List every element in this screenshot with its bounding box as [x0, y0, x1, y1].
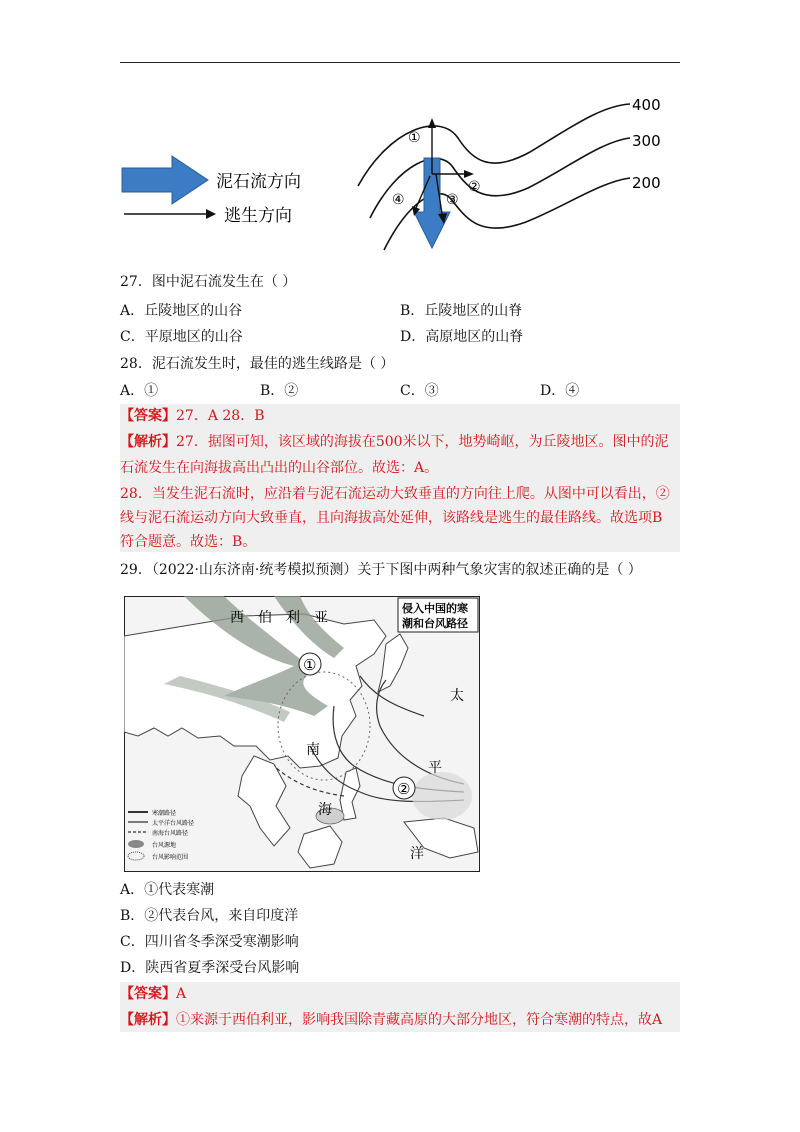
label-siberia-1: 西: [230, 610, 244, 626]
legend-cold-wave: 寒潮路径: [152, 810, 177, 817]
answer2-line: [120, 984, 186, 1004]
q29-option-b: B．②代表台风，来自印度洋: [120, 908, 299, 924]
q28-option-d: D．④: [540, 383, 580, 399]
mudflow-legend-label: 泥石流方向: [216, 172, 301, 192]
analysis-line-5: 符合题意。故选：B。: [120, 534, 257, 550]
analysis-line-1: 【解析】27．据图可知，该区域的海拔在500米以下，地势崎岖，为丘陵地区。图中的泥: [120, 434, 669, 450]
q29-option-a: A．①代表寒潮: [120, 882, 215, 898]
answer-text: 27．A 28．B: [176, 408, 265, 424]
answer2-tag: 【答案】: [120, 986, 176, 1002]
label-south-sea-1: 南: [306, 742, 320, 758]
analysis-line-2: 石流发生在向海拔高出凸出的山谷部位。故选：A。: [120, 460, 439, 476]
label-siberia-4: 亚: [314, 610, 328, 626]
contour-400: [358, 104, 630, 186]
label-siberia-2: 伯: [258, 610, 272, 626]
contour-label-200: 200: [632, 174, 661, 192]
map-marker-1: ①: [303, 656, 317, 674]
analysis-line-4: 线与泥石流运动方向大致垂直，且向海拔高处延伸，该路线是逃生的最佳路线。故选项B: [120, 510, 663, 526]
answer-block-1: [120, 404, 680, 552]
label-pacific-3: 洋: [410, 846, 424, 862]
legend-south-sea-typhoon: 南海台风路径: [152, 830, 189, 837]
label-pacific-1: 太: [450, 688, 464, 704]
q28-stem: 28．泥石流发生时，最佳的逃生线路是（ ）: [120, 356, 395, 372]
map-marker-2: ②: [397, 780, 411, 798]
route-marker-3: ③: [446, 192, 459, 208]
q29-option-c: C．四川省冬季深受寒潮影响: [120, 934, 299, 950]
route-marker-1: ①: [408, 130, 421, 146]
legend-pacific-typhoon: 太平洋台风路径: [152, 820, 195, 827]
label-siberia-3: 利: [286, 610, 300, 626]
answer2-text: A: [176, 986, 187, 1002]
q29-stem: 29．（2022·山东济南·统考模拟预测）关于下图中两种气象灾害的叙述正确的是（ ）: [120, 562, 642, 578]
cold-wave-typhoon-map: [124, 596, 480, 872]
analysis-tag: 【解析】: [120, 434, 176, 450]
mudflow-legend-arrow: [122, 156, 208, 204]
typhoon-source-pacific: [412, 772, 472, 820]
legend-typhoon-range: 台风影响范围: [152, 854, 189, 861]
contour-label-400: 400: [632, 96, 661, 114]
q28-option-a: A．①: [120, 383, 159, 399]
contour-300: [370, 138, 630, 218]
label-south-sea-2: 海: [318, 802, 332, 818]
contour-label-300: 300: [632, 132, 661, 150]
route-marker-2: ②: [468, 179, 481, 195]
q27-option-b: B．丘陵地区的山脊: [400, 303, 523, 319]
q27-option-c: C．平原地区的山谷: [120, 329, 243, 345]
map-title-line2: 潮和台风路径: [402, 617, 468, 630]
q28-option-b: B．②: [260, 383, 299, 399]
answer-tag: 【答案】: [120, 408, 176, 424]
escape-legend-label: 逃生方向: [224, 206, 292, 226]
mudflow-diagram: [120, 90, 680, 260]
header-rule: [120, 62, 680, 63]
label-pacific-2: 平: [428, 760, 442, 776]
analysis-line-3: 28．当发生泥石流时，应沿着与泥石流运动大致垂直的方向往上爬。从图中可以看出，②: [120, 486, 670, 502]
q27-stem: 27．图中泥石流发生在（ ）: [120, 274, 297, 290]
route-marker-4: ④: [392, 192, 405, 208]
analysis2-tag: 【解析】: [120, 1012, 176, 1028]
q27-option-d: D．高原地区的山脊: [400, 329, 524, 345]
answer-block-2: [120, 982, 680, 1032]
q28-option-c: C．③: [400, 383, 439, 399]
legend-typhoon-source: 台风源地: [152, 842, 177, 849]
answer-line-1: [120, 406, 264, 426]
q27-option-a: A．丘陵地区的山谷: [120, 303, 243, 319]
q29-option-d: D．陕西省夏季深受台风影响: [120, 960, 300, 976]
analysis2-line: 【解析】①来源于西伯利亚，影响我国除青藏高原的大部分地区，符合寒潮的特点，故A: [120, 1012, 663, 1028]
map-title-line1: 侵入中国的寒: [402, 602, 468, 615]
